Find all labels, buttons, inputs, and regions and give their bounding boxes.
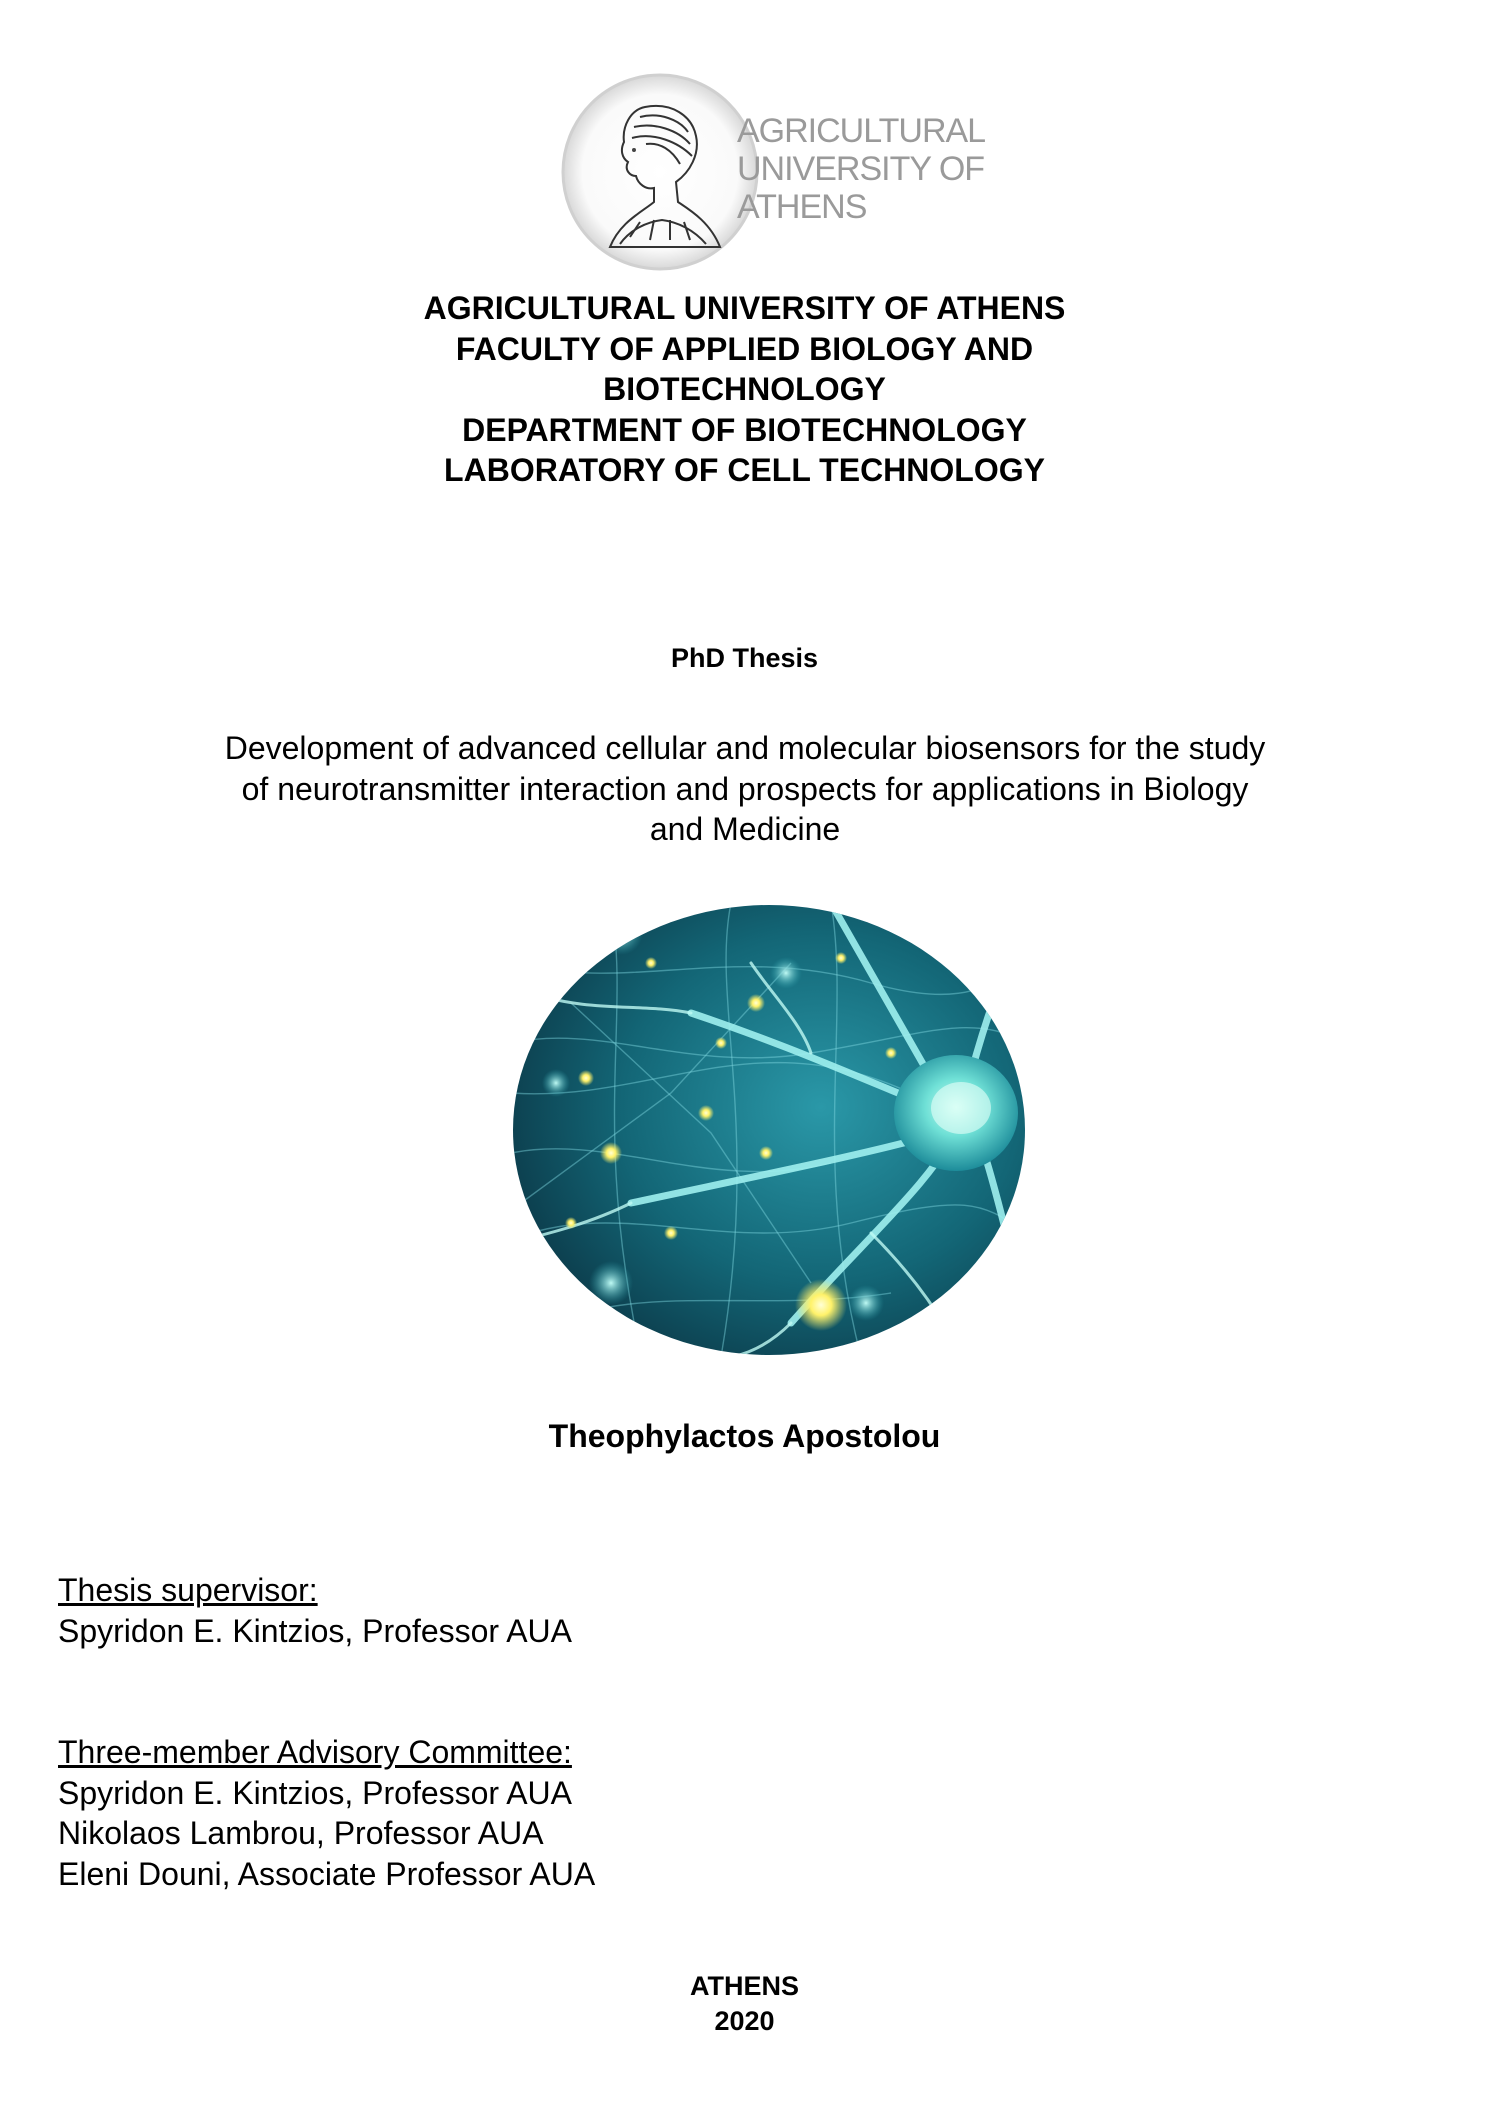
institution-line: LABORATORY OF CELL TECHNOLOGY — [444, 452, 1045, 488]
supervisor-name: Spyridon E. Kintzios, Professor AUA — [58, 1612, 572, 1649]
title-line: Development of advanced cellular and molecular biosensors for the study — [224, 730, 1266, 766]
institution-line: BIOTECHNOLOGY — [603, 371, 886, 407]
committee-member: Spyridon E. Kintzios, Professor AUA — [58, 1774, 572, 1811]
logo-wordmark — [737, 112, 985, 226]
year: 2020 — [714, 2006, 775, 2036]
logo-text-line: UNIVERSITY OF — [737, 150, 985, 188]
institution-heading — [0, 288, 1489, 491]
committee-member: Nikolaos Lambrou, Professor AUA — [58, 1815, 544, 1851]
thesis-type: PhD Thesis — [670, 643, 819, 673]
institution-line: DEPARTMENT OF BIOTECHNOLOGY — [462, 411, 1027, 448]
place-date — [0, 1969, 1489, 2039]
title-line: and Medicine — [649, 811, 841, 847]
title-line: of neurotransmitter interaction and prospects for applications in Biology — [241, 770, 1249, 807]
supervisor-heading: Thesis supervisor: — [58, 1572, 318, 1608]
committee-member: Eleni Douni, Associate Professor AUA — [58, 1855, 596, 1892]
institution-line: FACULTY OF APPLIED BIOLOGY AND — [455, 330, 1034, 367]
logo-text-line: ATHENS — [737, 188, 867, 226]
place: ATHENS — [689, 1971, 799, 2001]
supervisor-block — [58, 1570, 572, 1651]
author-name: Theophylactos Apostolou — [548, 1418, 941, 1454]
thesis-title — [170, 728, 1320, 850]
committee-heading: Three-member Advisory Committee: — [58, 1734, 572, 1770]
neuron-network-illustration — [511, 903, 1027, 1357]
logo-text-line: AGRICULTURAL — [737, 112, 986, 150]
institution-line: AGRICULTURAL UNIVERSITY OF ATHENS — [423, 290, 1066, 326]
committee-block — [58, 1732, 595, 1894]
